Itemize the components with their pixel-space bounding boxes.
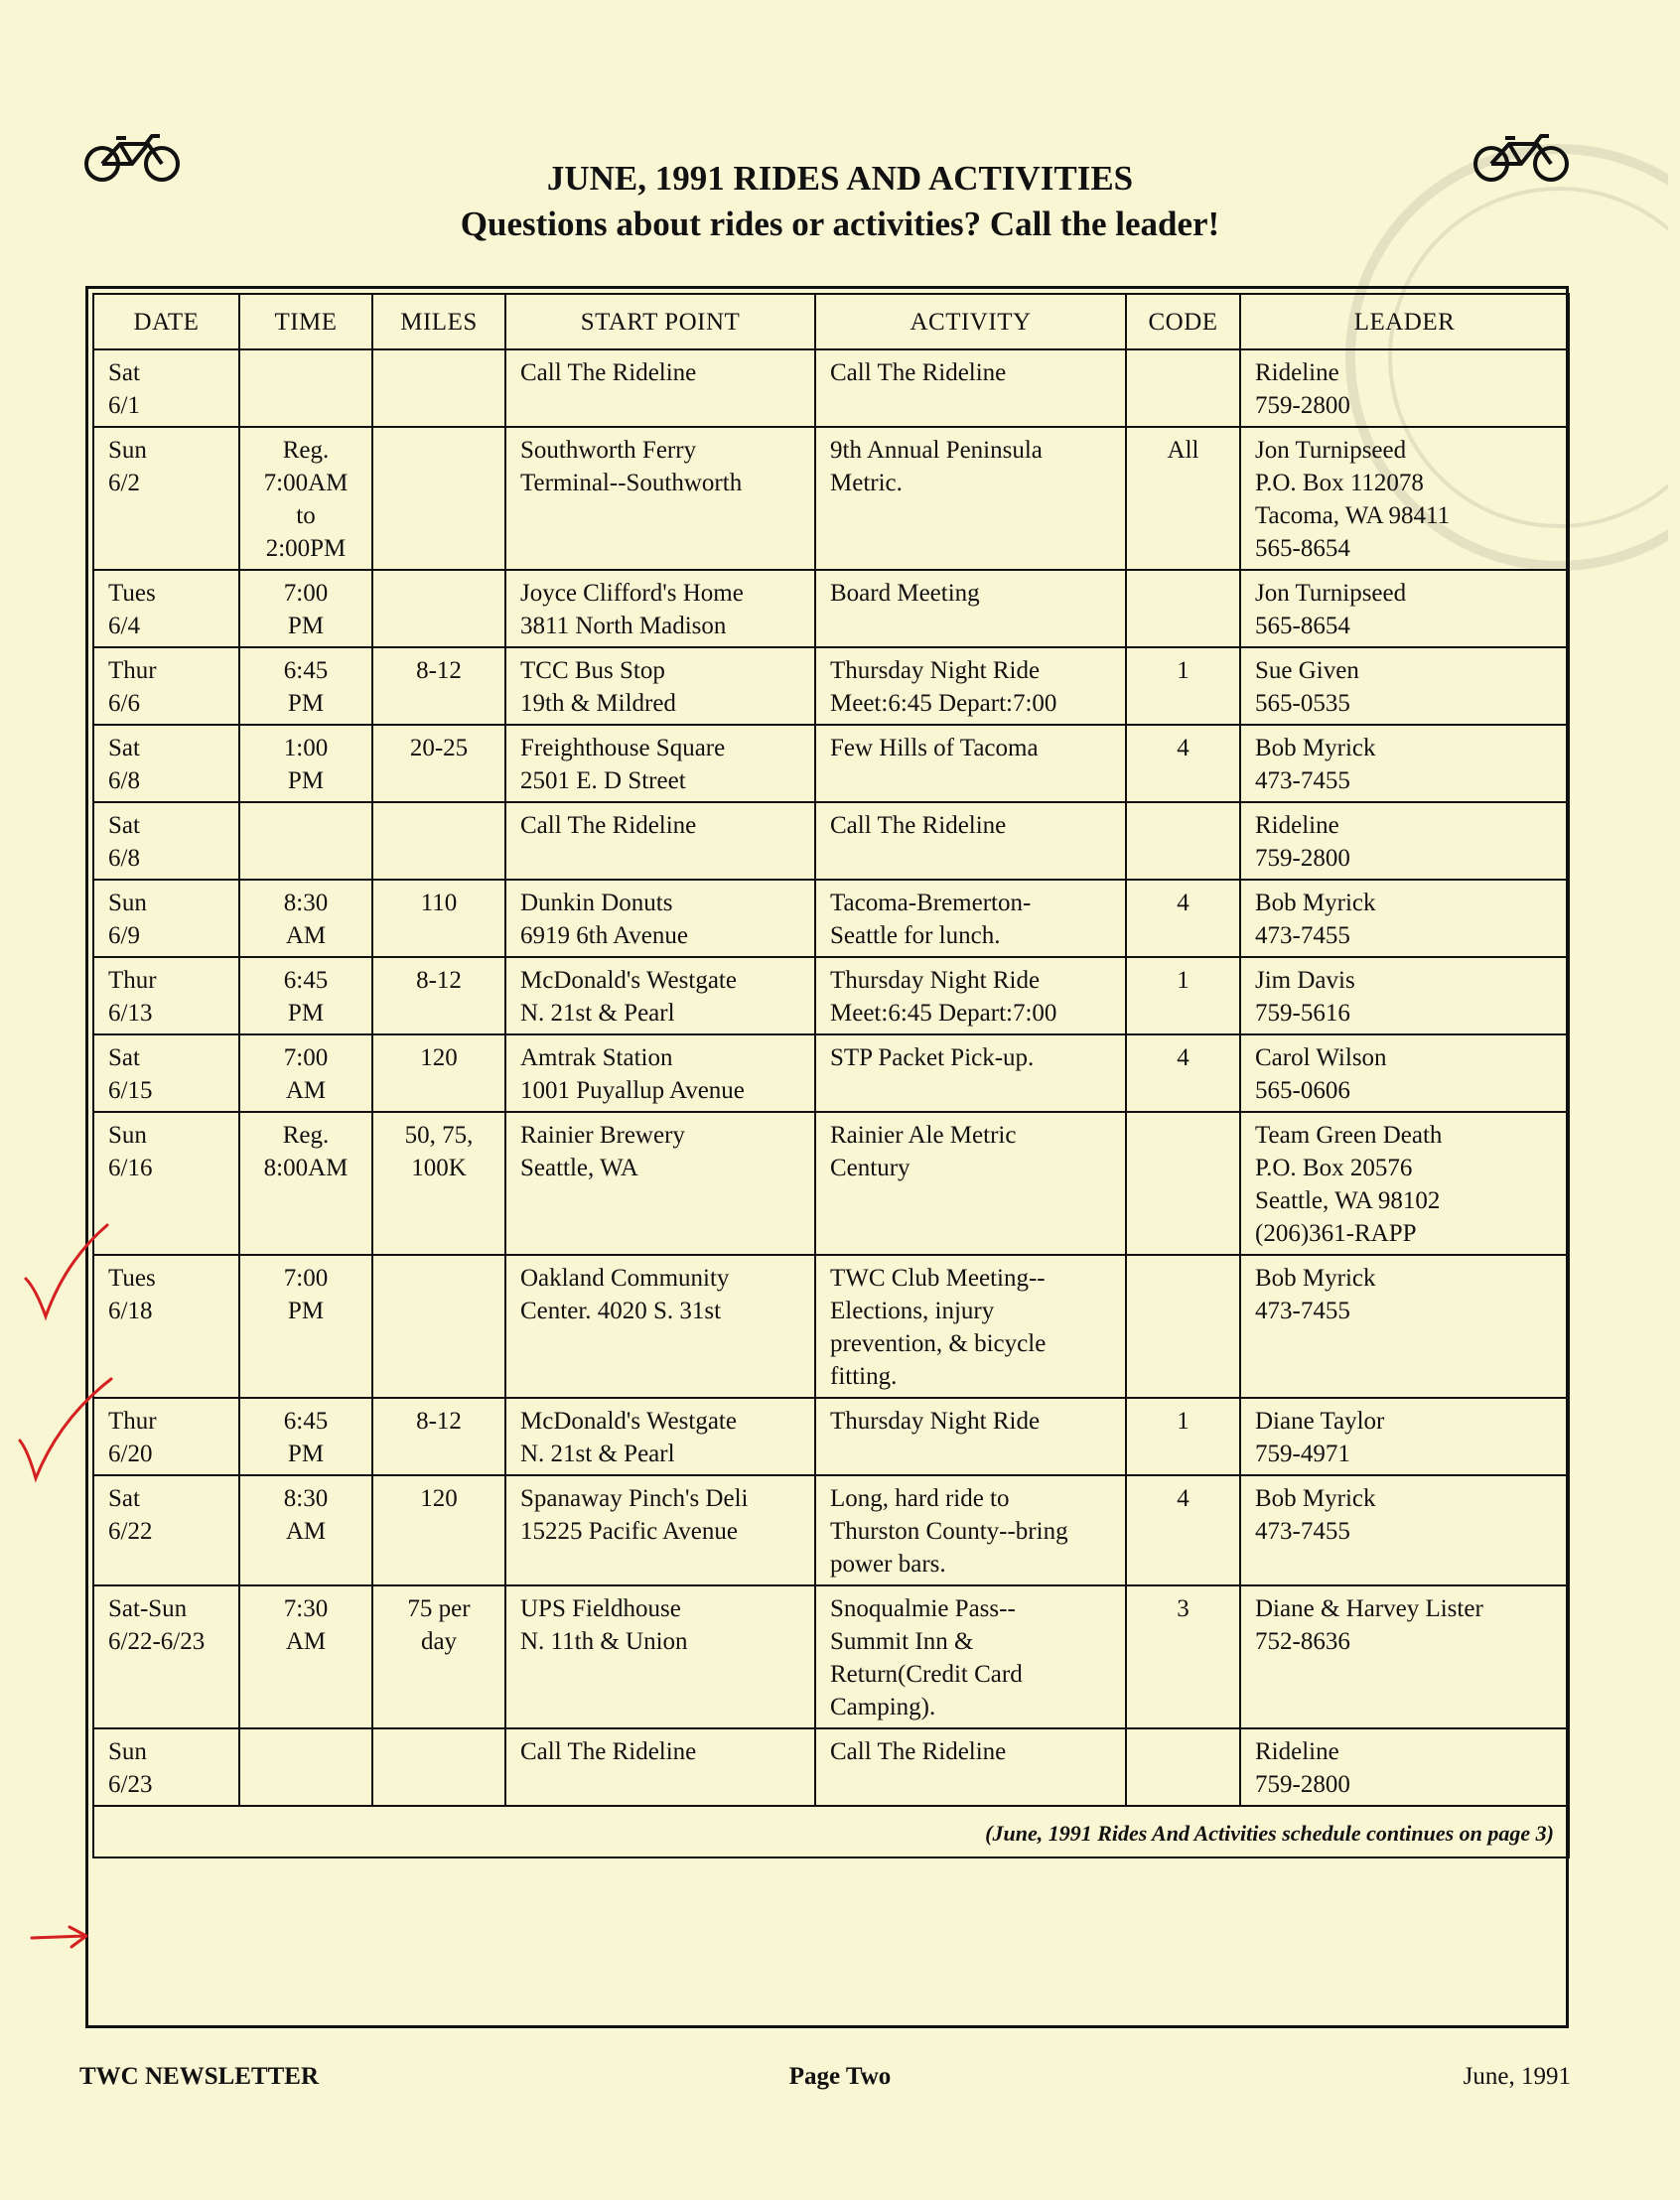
- cell-start-point-line: Terminal--Southworth: [520, 470, 743, 496]
- cell-leader-line: Bob Myrick: [1255, 735, 1376, 761]
- cell-date-line: Sat: [108, 1044, 140, 1071]
- table-header-row: [93, 294, 1569, 349]
- cell-date-line: 6/18: [108, 1298, 153, 1324]
- cell-time-line: 7:30: [283, 1595, 329, 1622]
- cell-date-line: Tues: [108, 580, 156, 607]
- cell-time: [239, 1475, 372, 1585]
- cell-time: [239, 1728, 372, 1806]
- table-row: [93, 1034, 1569, 1112]
- cell-leader-line: Bob Myrick: [1255, 890, 1376, 916]
- cell-leader-line: Jim Davis: [1255, 967, 1355, 994]
- footer-page-number: Page Two: [788, 2063, 892, 2090]
- cell-time: [239, 570, 372, 647]
- cell-leader: [1240, 1112, 1569, 1255]
- cell-date-line: Sun: [108, 1122, 147, 1149]
- cell-leader: [1240, 427, 1569, 570]
- cell-start-point-line: Rainier Brewery: [520, 1122, 685, 1149]
- cell-start-point-line: Seattle, WA: [520, 1155, 638, 1181]
- cell-activity: [815, 1034, 1126, 1112]
- cell-leader-line: Rideline: [1255, 359, 1339, 386]
- cell-leader: [1240, 647, 1569, 725]
- cell-time-line: 8:30: [283, 1485, 329, 1512]
- footer-newsletter-name: TWC NEWSLETTER: [79, 2063, 320, 2090]
- cell-leader-line: Tacoma, WA 98411: [1255, 502, 1451, 529]
- cell-leader-line: P.O. Box 112078: [1255, 470, 1424, 496]
- cell-date-line: Sun: [108, 437, 147, 464]
- cell-activity-line: fitting.: [830, 1363, 898, 1390]
- cell-start-point-line: McDonald's Westgate: [520, 967, 737, 994]
- cell-time: [239, 1255, 372, 1398]
- cell-leader: [1240, 725, 1569, 802]
- cell-time: [239, 1112, 372, 1255]
- cell-date: [93, 1585, 239, 1728]
- cell-leader-line: 473-7455: [1255, 922, 1350, 949]
- cell-activity: [815, 802, 1126, 880]
- table-row: [93, 1728, 1569, 1806]
- cell-activity-line: Thursday Night Ride: [830, 967, 1041, 994]
- cell-leader-line: P.O. Box 20576: [1255, 1155, 1413, 1181]
- cell-start-point: [505, 349, 815, 427]
- cell-miles: [372, 349, 505, 427]
- cell-leader-line: 759-2800: [1255, 845, 1350, 872]
- cell-date-line: 6/23: [108, 1771, 153, 1798]
- cell-leader: [1240, 1398, 1569, 1475]
- cell-date-line: 6/22: [108, 1518, 153, 1545]
- cell-start-point-line: 15225 Pacific Avenue: [520, 1518, 738, 1545]
- cell-miles: [372, 880, 505, 957]
- cell-activity-line: Meet:6:45 Depart:7:00: [830, 1000, 1057, 1027]
- cell-time-line: PM: [287, 1000, 325, 1027]
- cell-code: 4: [1126, 880, 1240, 957]
- cell-time-line: 6:45: [283, 967, 329, 994]
- cell-date-line: 6/15: [108, 1077, 153, 1104]
- cell-date-line: Thur: [108, 1408, 157, 1435]
- cell-activity-line: Call The Rideline: [830, 812, 1007, 839]
- cell-time: [239, 880, 372, 957]
- schedule-table: [92, 293, 1570, 1858]
- continuation-note: (June, 1991 Rides And Activities schedule continues on page 3): [93, 1806, 1569, 1857]
- cell-date: [93, 570, 239, 647]
- cell-date-line: 6/13: [108, 1000, 153, 1027]
- cell-time: [239, 427, 372, 570]
- cell-time-line: AM: [285, 922, 327, 949]
- cell-time-line: PM: [287, 1298, 325, 1324]
- cell-code: 4: [1126, 725, 1240, 802]
- cell-activity: [815, 1112, 1126, 1255]
- cell-miles-line: 20-25: [409, 735, 469, 761]
- cell-start-point-line: UPS Fieldhouse: [520, 1595, 681, 1622]
- cell-time-line: PM: [287, 1441, 325, 1467]
- cell-start-point-line: N. 21st & Pearl: [520, 1441, 675, 1467]
- cell-leader-line: 759-5616: [1255, 1000, 1350, 1027]
- footer-date: June, 1991: [1463, 2063, 1571, 2090]
- cell-activity-line: Call The Rideline: [830, 1738, 1007, 1765]
- cell-miles: [372, 802, 505, 880]
- cell-activity-line: TWC Club Meeting--: [830, 1265, 1046, 1292]
- cell-activity-line: Camping).: [830, 1694, 936, 1720]
- cell-activity: [815, 427, 1126, 570]
- cell-date: [93, 725, 239, 802]
- cell-leader-line: 565-0535: [1255, 690, 1350, 717]
- schedule-body: [93, 349, 1569, 1806]
- cell-time-line: 7:00: [283, 1044, 329, 1071]
- cell-miles-line: day: [420, 1628, 458, 1655]
- cell-time-line: AM: [285, 1628, 327, 1655]
- cell-code: [1126, 349, 1240, 427]
- cell-leader-line: 473-7455: [1255, 1518, 1350, 1545]
- cell-leader-line: Rideline: [1255, 812, 1339, 839]
- cell-start-point-line: Spanaway Pinch's Deli: [520, 1485, 749, 1512]
- cell-date-line: 6/20: [108, 1441, 153, 1467]
- cell-leader-line: Seattle, WA 98102: [1255, 1187, 1441, 1214]
- cell-start-point-line: N. 11th & Union: [520, 1628, 688, 1655]
- cell-start-point: [505, 1728, 815, 1806]
- cell-leader-line: Team Green Death: [1255, 1122, 1443, 1149]
- cell-time-line: AM: [285, 1518, 327, 1545]
- table-row: [93, 349, 1569, 427]
- cell-miles: [372, 1034, 505, 1112]
- page-title: JUNE, 1991 RIDES AND ACTIVITIES: [546, 159, 1134, 198]
- cell-start-point: [505, 802, 815, 880]
- cell-leader: [1240, 1255, 1569, 1398]
- column-header-miles: MILES: [372, 294, 505, 349]
- column-header-leader: LEADER: [1240, 294, 1569, 349]
- cell-code: 4: [1126, 1475, 1240, 1585]
- cell-start-point-line: McDonald's Westgate: [520, 1408, 737, 1435]
- table-row: [93, 570, 1569, 647]
- cell-time-line: Reg.: [282, 437, 330, 464]
- cell-start-point: [505, 1034, 815, 1112]
- cell-activity: [815, 725, 1126, 802]
- table-row: [93, 647, 1569, 725]
- cell-time: [239, 802, 372, 880]
- column-header-time: TIME: [239, 294, 372, 349]
- continuation-row: [93, 1806, 1569, 1857]
- cell-miles: [372, 570, 505, 647]
- cell-miles-line: 8-12: [416, 967, 462, 994]
- cell-date: [93, 1728, 239, 1806]
- table-row: [93, 1112, 1569, 1255]
- cell-leader-line: Jon Turnipseed: [1255, 437, 1407, 464]
- page-subtitle: Questions about rides or activities? Call the leader!: [460, 205, 1220, 243]
- cell-code: 3: [1126, 1585, 1240, 1728]
- cell-date-line: 6/16: [108, 1155, 153, 1181]
- cell-start-point-line: Southworth Ferry: [520, 437, 697, 464]
- cell-activity: [815, 570, 1126, 647]
- cell-date-line: 6/4: [108, 613, 140, 639]
- cell-miles: [372, 1112, 505, 1255]
- column-header-activity: ACTIVITY: [815, 294, 1126, 349]
- cell-date-line: Sat: [108, 735, 140, 761]
- cell-time-line: 8:00AM: [263, 1155, 349, 1181]
- cell-time: [239, 1585, 372, 1728]
- cell-leader: [1240, 1728, 1569, 1806]
- cell-time-line: PM: [287, 613, 325, 639]
- cell-date: [93, 1475, 239, 1585]
- table-row: [93, 1255, 1569, 1398]
- cell-date: [93, 647, 239, 725]
- cell-activity-line: Seattle for lunch.: [830, 922, 1001, 949]
- cell-code: 4: [1126, 1034, 1240, 1112]
- cell-time: [239, 725, 372, 802]
- cell-time-line: 2:00PM: [265, 535, 347, 562]
- cell-miles: [372, 957, 505, 1034]
- cell-leader: [1240, 802, 1569, 880]
- cell-date-line: 6/9: [108, 922, 140, 949]
- cell-leader: [1240, 570, 1569, 647]
- cell-time-line: AM: [285, 1077, 327, 1104]
- cell-activity-line: Board Meeting: [830, 580, 980, 607]
- cell-leader-line: 565-8654: [1255, 535, 1350, 562]
- cell-leader-line: 565-8654: [1255, 613, 1350, 639]
- cell-start-point-line: Center. 4020 S. 31st: [520, 1298, 722, 1324]
- cell-date-line: Tues: [108, 1265, 156, 1292]
- cell-leader: [1240, 349, 1569, 427]
- cell-activity-line: Thursday Night Ride: [830, 1408, 1041, 1435]
- cell-miles-line: 8-12: [416, 657, 462, 684]
- cell-activity: [815, 1398, 1126, 1475]
- cell-time-line: 6:45: [283, 657, 329, 684]
- cell-time: [239, 349, 372, 427]
- cell-activity-line: Rainier Ale Metric: [830, 1122, 1017, 1149]
- table-row: [93, 1398, 1569, 1475]
- cell-leader-line: (206)361-RAPP: [1255, 1220, 1417, 1247]
- cell-activity-line: Snoqualmie Pass--: [830, 1595, 1016, 1622]
- cell-date: [93, 1112, 239, 1255]
- cell-time-line: PM: [287, 690, 325, 717]
- cell-date-line: 6/6: [108, 690, 140, 717]
- cell-miles: [372, 725, 505, 802]
- cell-start-point-line: Freighthouse Square: [520, 735, 726, 761]
- cell-activity-line: Call The Rideline: [830, 359, 1007, 386]
- cell-date: [93, 427, 239, 570]
- cell-miles: [372, 1728, 505, 1806]
- cell-activity-line: Few Hills of Tacoma: [830, 735, 1039, 761]
- cell-date-line: 6/22-6/23: [108, 1628, 206, 1655]
- cell-start-point: [505, 1585, 815, 1728]
- cell-activity-line: Thurston County--bring: [830, 1518, 1068, 1545]
- cell-date: [93, 1255, 239, 1398]
- table-row: [93, 1475, 1569, 1585]
- cell-start-point-line: TCC Bus Stop: [520, 657, 665, 684]
- cell-start-point-line: 2501 E. D Street: [520, 767, 686, 794]
- cell-time-line: 8:30: [283, 890, 329, 916]
- cell-time: [239, 957, 372, 1034]
- table-row: [93, 957, 1569, 1034]
- cell-code: 1: [1126, 957, 1240, 1034]
- cell-leader: [1240, 1475, 1569, 1585]
- cell-date-line: Sun: [108, 1738, 147, 1765]
- cell-time: [239, 1034, 372, 1112]
- column-header-start-point: START POINT: [505, 294, 815, 349]
- cell-date-line: Thur: [108, 657, 157, 684]
- cell-leader-line: Rideline: [1255, 1738, 1339, 1765]
- cell-code: 1: [1126, 647, 1240, 725]
- cell-time-line: 1:00: [283, 735, 329, 761]
- arrow-icon: [30, 1924, 89, 1950]
- cell-leader-line: Diane Taylor: [1255, 1408, 1385, 1435]
- cell-activity: [815, 647, 1126, 725]
- cell-date-line: Thur: [108, 967, 157, 994]
- cell-leader: [1240, 1034, 1569, 1112]
- cell-leader-line: Bob Myrick: [1255, 1265, 1376, 1292]
- column-header-date: DATE: [93, 294, 239, 349]
- table-row: [93, 725, 1569, 802]
- cell-activity-line: 9th Annual Peninsula: [830, 437, 1043, 464]
- cell-time: [239, 647, 372, 725]
- cell-activity-line: Century: [830, 1155, 910, 1181]
- cell-start-point-line: 1001 Puyallup Avenue: [520, 1077, 745, 1104]
- cell-miles: [372, 1475, 505, 1585]
- cell-leader-line: 759-2800: [1255, 1771, 1350, 1798]
- cell-start-point: [505, 647, 815, 725]
- cell-start-point: [505, 1255, 815, 1398]
- cell-date-line: Sun: [108, 890, 147, 916]
- cell-activity-line: Return(Credit Card: [830, 1661, 1023, 1688]
- checkmark-icon: [16, 1375, 115, 1482]
- table-row: [93, 427, 1569, 570]
- cell-activity: [815, 957, 1126, 1034]
- cell-start-point-line: Amtrak Station: [520, 1044, 673, 1071]
- cell-code: [1126, 1112, 1240, 1255]
- cell-start-point: [505, 957, 815, 1034]
- cell-activity: [815, 349, 1126, 427]
- cell-miles-line: 8-12: [416, 1408, 462, 1435]
- cell-code: [1126, 570, 1240, 647]
- schedule-table-frame: [85, 286, 1569, 2028]
- cell-time-line: to: [296, 502, 316, 529]
- cell-leader: [1240, 880, 1569, 957]
- cell-miles-line: 100K: [411, 1155, 467, 1181]
- cell-activity-line: Tacoma-Bremerton-: [830, 890, 1032, 916]
- cell-date-line: 6/8: [108, 845, 140, 872]
- cell-date: [93, 1034, 239, 1112]
- cell-time-line: 7:00AM: [263, 470, 349, 496]
- cell-miles: [372, 1398, 505, 1475]
- cell-start-point: [505, 427, 815, 570]
- cell-activity-line: Metric.: [830, 470, 903, 496]
- cell-leader-line: Sue Given: [1255, 657, 1359, 684]
- cell-start-point-line: Joyce Clifford's Home: [520, 580, 744, 607]
- cell-start-point: [505, 725, 815, 802]
- cell-activity: [815, 1255, 1126, 1398]
- cell-miles-line: 120: [420, 1044, 458, 1071]
- cell-leader-line: 473-7455: [1255, 1298, 1350, 1324]
- cell-activity: [815, 1475, 1126, 1585]
- cell-leader-line: 759-2800: [1255, 392, 1350, 419]
- cell-miles-line: 110: [420, 890, 458, 916]
- cell-leader: [1240, 1585, 1569, 1728]
- cell-leader-line: 565-0606: [1255, 1077, 1350, 1104]
- cell-date: [93, 880, 239, 957]
- cell-miles-line: 120: [420, 1485, 458, 1512]
- cell-activity-line: Long, hard ride to: [830, 1485, 1010, 1512]
- cell-date-line: 6/2: [108, 470, 140, 496]
- cell-activity: [815, 1585, 1126, 1728]
- cell-activity-line: Summit Inn &: [830, 1628, 974, 1655]
- cell-leader-line: 752-8636: [1255, 1628, 1350, 1655]
- cell-leader-line: Jon Turnipseed: [1255, 580, 1407, 607]
- cell-start-point-line: 3811 North Madison: [520, 613, 727, 639]
- column-header-code: CODE: [1126, 294, 1240, 349]
- cell-activity-line: power bars.: [830, 1551, 946, 1578]
- cell-leader-line: 473-7455: [1255, 767, 1350, 794]
- cell-start-point-line: Call The Rideline: [520, 359, 697, 386]
- cell-miles: [372, 1255, 505, 1398]
- cell-start-point-line: 6919 6th Avenue: [520, 922, 688, 949]
- cell-miles-line: 75 per: [407, 1595, 471, 1622]
- cell-code: 1: [1126, 1398, 1240, 1475]
- table-row: [93, 1585, 1569, 1728]
- cell-activity-line: prevention, & bicycle: [830, 1330, 1047, 1357]
- cell-start-point-line: Call The Rideline: [520, 812, 697, 839]
- cell-start-point-line: N. 21st & Pearl: [520, 1000, 675, 1027]
- cell-start-point: [505, 570, 815, 647]
- cell-date: [93, 349, 239, 427]
- cell-start-point-line: 19th & Mildred: [520, 690, 676, 717]
- cell-miles: [372, 427, 505, 570]
- table-row: [93, 880, 1569, 957]
- cell-date-line: Sat-Sun: [108, 1595, 188, 1622]
- cell-date: [93, 802, 239, 880]
- cell-leader-line: Diane & Harvey Lister: [1255, 1595, 1483, 1622]
- cell-start-point: [505, 1475, 815, 1585]
- cell-date-line: 6/1: [108, 392, 140, 419]
- cell-activity-line: Elections, injury: [830, 1298, 995, 1324]
- cell-time-line: 6:45: [283, 1408, 329, 1435]
- cell-start-point-line: Oakland Community: [520, 1265, 730, 1292]
- cell-leader-line: Bob Myrick: [1255, 1485, 1376, 1512]
- cell-activity-line: STP Packet Pick-up.: [830, 1044, 1035, 1071]
- cell-date-line: Sat: [108, 812, 140, 839]
- cell-code: [1126, 1728, 1240, 1806]
- cell-date-line: 6/8: [108, 767, 140, 794]
- cell-code: All: [1126, 427, 1240, 570]
- cell-miles: [372, 1585, 505, 1728]
- cell-leader: [1240, 957, 1569, 1034]
- cell-leader-line: Carol Wilson: [1255, 1044, 1387, 1071]
- cell-activity-line: Thursday Night Ride: [830, 657, 1041, 684]
- cell-leader-line: 759-4971: [1255, 1441, 1350, 1467]
- cell-code: [1126, 802, 1240, 880]
- cell-miles: [372, 647, 505, 725]
- cell-start-point: [505, 1112, 815, 1255]
- cell-activity-line: Meet:6:45 Depart:7:00: [830, 690, 1057, 717]
- cell-time-line: 7:00: [283, 1265, 329, 1292]
- cell-miles-line: 50, 75,: [404, 1122, 474, 1149]
- cell-start-point-line: Call The Rideline: [520, 1738, 697, 1765]
- cell-time: [239, 1398, 372, 1475]
- table-row: [93, 802, 1569, 880]
- cell-date: [93, 1398, 239, 1475]
- cell-time-line: Reg.: [282, 1122, 330, 1149]
- cell-code: [1126, 1255, 1240, 1398]
- cell-date-line: Sat: [108, 1485, 140, 1512]
- checkmark-icon: [22, 1221, 111, 1320]
- cell-start-point: [505, 880, 815, 957]
- cell-start-point-line: Dunkin Donuts: [520, 890, 673, 916]
- cell-date-line: Sat: [108, 359, 140, 386]
- cell-activity: [815, 880, 1126, 957]
- cell-activity: [815, 1728, 1126, 1806]
- cell-date: [93, 957, 239, 1034]
- cell-start-point: [505, 1398, 815, 1475]
- cell-time-line: 7:00: [283, 580, 329, 607]
- cell-time-line: PM: [287, 767, 325, 794]
